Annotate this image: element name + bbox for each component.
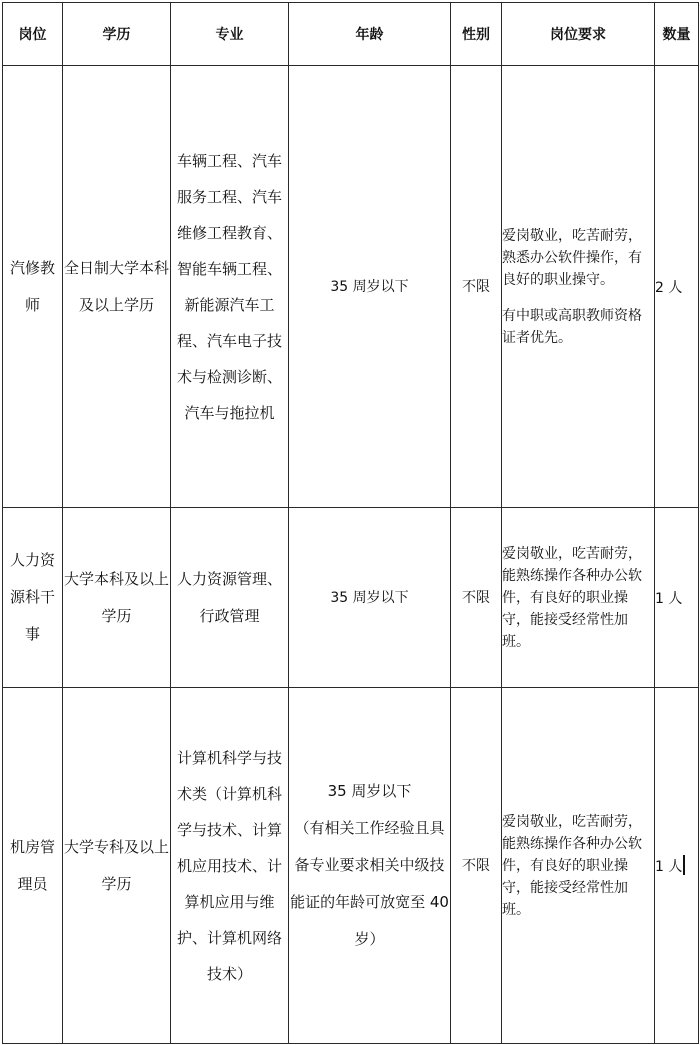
education-cell: 大学本科及以上学历 bbox=[63, 508, 171, 688]
count-cell bbox=[655, 688, 699, 1044]
header-age: 年龄 bbox=[289, 3, 451, 66]
post-cell: 人力资源科干事 bbox=[3, 508, 63, 688]
requirement-text: 爱岗敬业，吃苦耐劳，能熟练操作各种办公软件，有良好的职业操守，能接受经常性加班。 bbox=[502, 545, 642, 650]
header-post: 岗位 bbox=[3, 3, 63, 66]
table-row bbox=[3, 66, 699, 508]
text-cursor bbox=[683, 855, 685, 875]
header-count: 数量 bbox=[655, 3, 699, 66]
education-cell: 全日制大学本科及以上学历 bbox=[63, 66, 171, 508]
header-education: 学历 bbox=[63, 3, 171, 66]
count-value: 1 人 bbox=[655, 859, 683, 875]
major-cell: 车辆工程、汽车服务工程、汽车维修工程教育、智能车辆工程、新能源汽车工程、汽车电子技术与检测诊断、汽车与拖拉机 bbox=[171, 66, 289, 508]
major-cell: 人力资源管理、行政管理 bbox=[171, 508, 289, 688]
gender-cell: 不限 bbox=[451, 66, 502, 508]
requirements-cell bbox=[502, 688, 655, 1044]
education-cell: 大学专科及以上学历 bbox=[63, 688, 171, 1044]
requirements-cell bbox=[502, 508, 655, 688]
post-cell: 机房管理员 bbox=[3, 688, 63, 1044]
table-row bbox=[3, 688, 699, 1044]
recruitment-table bbox=[2, 2, 699, 1044]
age-cell: 35 周岁以下 bbox=[289, 66, 451, 508]
requirement-text: 爱岗敬业，吃苦耐劳，熟悉办公软件操作，有良好的职业操守。 bbox=[502, 227, 642, 288]
gender-cell: 不限 bbox=[451, 508, 502, 688]
table-row bbox=[3, 508, 699, 688]
gender-cell: 不限 bbox=[451, 688, 502, 1044]
header-row bbox=[3, 3, 699, 66]
age-cell bbox=[289, 688, 451, 1044]
header-requirements: 岗位要求 bbox=[502, 3, 655, 66]
requirement-text: 爱岗敬业，吃苦耐劳，能熟练操作各种办公软件，有良好的职业操守，能接受经常性加班。 bbox=[502, 813, 642, 918]
count-cell: 2 人 bbox=[655, 66, 699, 508]
post-cell: 汽修教师 bbox=[3, 66, 63, 508]
requirement-text: 有中职或高职教师资格证者优先。 bbox=[502, 307, 642, 346]
count-cell: 1 人 bbox=[655, 508, 699, 688]
age-note: （有相关工作经验且具备专业要求相关中级技能证的年龄可放宽至 40 岁） bbox=[290, 819, 449, 948]
major-cell: 计算机科学与技术类（计算机科学与技术、计算机应用技术、计算机应用与维护、计算机网络技术） bbox=[171, 688, 289, 1044]
header-gender: 性别 bbox=[451, 3, 502, 66]
age-value: 35 周岁以下 bbox=[327, 782, 412, 800]
age-cell: 35 周岁以下 bbox=[289, 508, 451, 688]
header-major: 专业 bbox=[171, 3, 289, 66]
requirements-cell bbox=[502, 66, 655, 508]
